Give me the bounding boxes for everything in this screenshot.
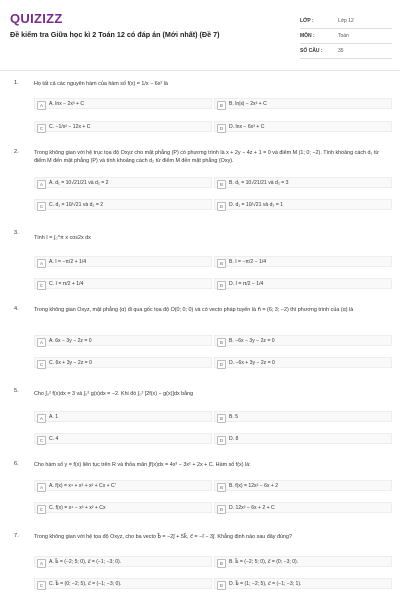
option-letter: C bbox=[37, 124, 46, 133]
meta-row-subject bbox=[300, 29, 392, 44]
option-text: D. d₁ = 10/√21 và d₂ = 1 bbox=[229, 201, 284, 208]
option-1d[interactable] bbox=[214, 121, 392, 132]
option-7c[interactable] bbox=[34, 578, 212, 589]
option-letter: D bbox=[217, 581, 226, 590]
option-2c[interactable] bbox=[34, 199, 212, 210]
option-text: C. f(x) = x⁴ − x³ + x² + Cx bbox=[49, 504, 106, 511]
header bbox=[0, 0, 400, 71]
option-letter: D bbox=[217, 436, 226, 445]
option-text: C. I = π/2 + 1/4 bbox=[49, 280, 84, 287]
question-text: Cho ∫₀² f(x)dx = 3 và ∫₀² g(x)dx = −2. Khi đó ∫₀² [2f(x) − g(x)]dx bằng bbox=[34, 391, 194, 397]
option-letter: D bbox=[217, 281, 226, 290]
option-text: B. ln|x| − 2x³ + C bbox=[229, 100, 267, 107]
question-text: Trong không gian với hệ tọa độ Oxyz, cho ba vecto b⃗ = −2j⃗ + 5k⃗, c⃗ = −i⃗ − 3j⃗. Khẳng định nào sau đây đúng? bbox=[34, 534, 292, 540]
option-5b[interactable] bbox=[214, 411, 392, 422]
option-1b[interactable] bbox=[214, 98, 392, 109]
brand-logo: QUIZIZZ bbox=[10, 11, 63, 26]
option-text: D. b⃗ = (1; −2; 5), c⃗ = (−1; −3; 1). bbox=[229, 580, 302, 587]
question-number: 6. bbox=[14, 461, 19, 467]
option-2a[interactable] bbox=[34, 177, 212, 188]
option-letter: D bbox=[217, 202, 226, 211]
option-6c[interactable] bbox=[34, 502, 212, 513]
meta-row-count bbox=[300, 44, 392, 59]
option-5d[interactable] bbox=[214, 433, 392, 444]
option-letter: A bbox=[37, 559, 46, 568]
option-letter: A bbox=[37, 259, 46, 268]
option-letter: C bbox=[37, 281, 46, 290]
option-letter: B bbox=[217, 559, 226, 568]
option-1c[interactable] bbox=[34, 121, 212, 132]
option-4d[interactable] bbox=[214, 357, 392, 368]
question-number: 3. bbox=[14, 230, 19, 236]
option-letter: C bbox=[37, 505, 46, 514]
meta-table bbox=[300, 14, 392, 59]
option-letter: D bbox=[217, 505, 226, 514]
option-7a[interactable] bbox=[34, 556, 212, 567]
option-2d[interactable] bbox=[214, 199, 392, 210]
option-letter: A bbox=[37, 338, 46, 347]
option-text: B. b⃗ = (−2; 5; 0), c⃗ = (0; −3; 0). bbox=[229, 558, 299, 565]
option-letter: C bbox=[37, 360, 46, 369]
question-number: 1. bbox=[14, 80, 19, 86]
option-text: A. b⃗ = (−2; 5; 0), c⃗ = (−1; −3; 0). bbox=[49, 558, 122, 565]
option-letter: B bbox=[217, 180, 226, 189]
option-letter: C bbox=[37, 436, 46, 445]
option-letter: B bbox=[217, 483, 226, 492]
option-5c[interactable] bbox=[34, 433, 212, 444]
option-text: D. lnx − 6x³ + C bbox=[229, 123, 265, 130]
option-letter: B bbox=[217, 338, 226, 347]
option-text: A. lnx − 2x³ + C bbox=[49, 100, 85, 107]
option-text: A. 6x − 3y − 2z = 0 bbox=[49, 337, 92, 344]
option-4b[interactable] bbox=[214, 335, 392, 346]
option-text: D. I = π/2 − 1/4 bbox=[229, 280, 264, 287]
option-3d[interactable] bbox=[214, 278, 392, 289]
meta-value: Lớp 12 bbox=[338, 18, 354, 24]
question-text: Tính I = ∫₀^π x cos2x dx bbox=[34, 235, 91, 241]
option-letter: B bbox=[217, 101, 226, 110]
option-3a[interactable] bbox=[34, 256, 212, 267]
option-letter: C bbox=[37, 202, 46, 211]
option-6b[interactable] bbox=[214, 480, 392, 491]
option-text: C. b⃗ = (0; −2; 5), c⃗ = (−1; −3; 0). bbox=[49, 580, 122, 587]
option-4a[interactable] bbox=[34, 335, 212, 346]
option-text: A. f(x) = x⁴ + x³ + x² + Cx + C' bbox=[49, 482, 116, 489]
option-letter: D bbox=[217, 360, 226, 369]
meta-label: SỐ CÂU : bbox=[300, 48, 323, 54]
question-text: Trong không gian với hệ trục tọa độ Oxyz cho mặt phẳng (P) có phương trình là x + 2y − 4z + 1 = 0 và điểm M (1; 0; −2). Tính khoảng cách d₁ từ điểm M đến mặt phẳng (P) và tính khoảng cách d₂ từ điểm M đến mặt phẳng (Oxy). bbox=[34, 150, 379, 164]
option-letter: C bbox=[37, 581, 46, 590]
meta-value: Toán bbox=[338, 33, 349, 39]
question-text: Cho hàm số y = f(x) liên tục trên R và thỏa mãn ∫f(x)dx = 4x³ − 3x² + 2x + C. Hàm số f(x) là: bbox=[34, 462, 251, 468]
option-3c[interactable] bbox=[34, 278, 212, 289]
option-text: D. −6x + 3y − 2z = 0 bbox=[229, 359, 275, 366]
option-5a[interactable] bbox=[34, 411, 212, 422]
option-7d[interactable] bbox=[214, 578, 392, 589]
option-1a[interactable] bbox=[34, 98, 212, 109]
option-2b[interactable] bbox=[214, 177, 392, 188]
question-number: 2. bbox=[14, 149, 19, 155]
option-text: B. f(x) = 12x² − 6x + 2 bbox=[229, 482, 279, 489]
question-number: 4. bbox=[14, 306, 19, 312]
option-text: A. 1 bbox=[49, 413, 59, 420]
option-text: D. 12x² − 6x + 2 + C bbox=[229, 504, 275, 511]
option-letter: A bbox=[37, 180, 46, 189]
option-letter: A bbox=[37, 414, 46, 423]
option-text: B. I = −π/2 − 1/4 bbox=[229, 258, 267, 265]
option-letter: A bbox=[37, 483, 46, 492]
meta-row-class bbox=[300, 14, 392, 29]
question-text: Họ tất cả các nguyên hàm của hàm số f(x) = 1/x − 6x² là bbox=[34, 81, 168, 87]
option-text: C. 4 bbox=[49, 435, 59, 442]
meta-label: MÔN : bbox=[300, 33, 315, 39]
option-letter: B bbox=[217, 414, 226, 423]
question-number: 7. bbox=[14, 533, 19, 539]
option-3b[interactable] bbox=[214, 256, 392, 267]
option-text: D. 8 bbox=[229, 435, 239, 442]
option-text: A. I = −π/2 + 1/4 bbox=[49, 258, 87, 265]
option-text: C. −1/x² − 12x + C bbox=[49, 123, 91, 130]
meta-value: 35 bbox=[338, 48, 344, 54]
option-text: A. d₁ = 10√21/21 và d₂ = 2 bbox=[49, 179, 109, 186]
option-text: B. −6x − 3y − 2z = 0 bbox=[229, 337, 275, 344]
question-text: Trong không gian Oxyz, mặt phẳng (α) đi qua gốc tọa độ O(0; 0; 0) và có vecto pháp tuyến là n⃗ = (6; 3; −2) thì phương trình của (α) là bbox=[34, 307, 354, 313]
option-text: B. 5 bbox=[229, 413, 239, 420]
option-text: C. 6x + 3y − 2z = 0 bbox=[49, 359, 92, 366]
option-text: C. d₁ = 10/√21 và d₂ = 2 bbox=[49, 201, 104, 208]
option-6a[interactable] bbox=[34, 480, 212, 491]
option-letter: B bbox=[217, 259, 226, 268]
option-7b[interactable] bbox=[214, 556, 392, 567]
option-4c[interactable] bbox=[34, 357, 212, 368]
page-title: Đề kiểm tra Giữa học kì 2 Toán 12 có đáp án (Mới nhất) (Đề 7) bbox=[10, 30, 220, 39]
meta-label: LỚP : bbox=[300, 18, 314, 24]
question-number: 5. bbox=[14, 388, 19, 394]
option-letter: A bbox=[37, 101, 46, 110]
option-6d[interactable] bbox=[214, 502, 392, 513]
option-text: B. d₁ = 10√21/21 và d₂ = 3 bbox=[229, 179, 289, 186]
option-letter: D bbox=[217, 124, 226, 133]
